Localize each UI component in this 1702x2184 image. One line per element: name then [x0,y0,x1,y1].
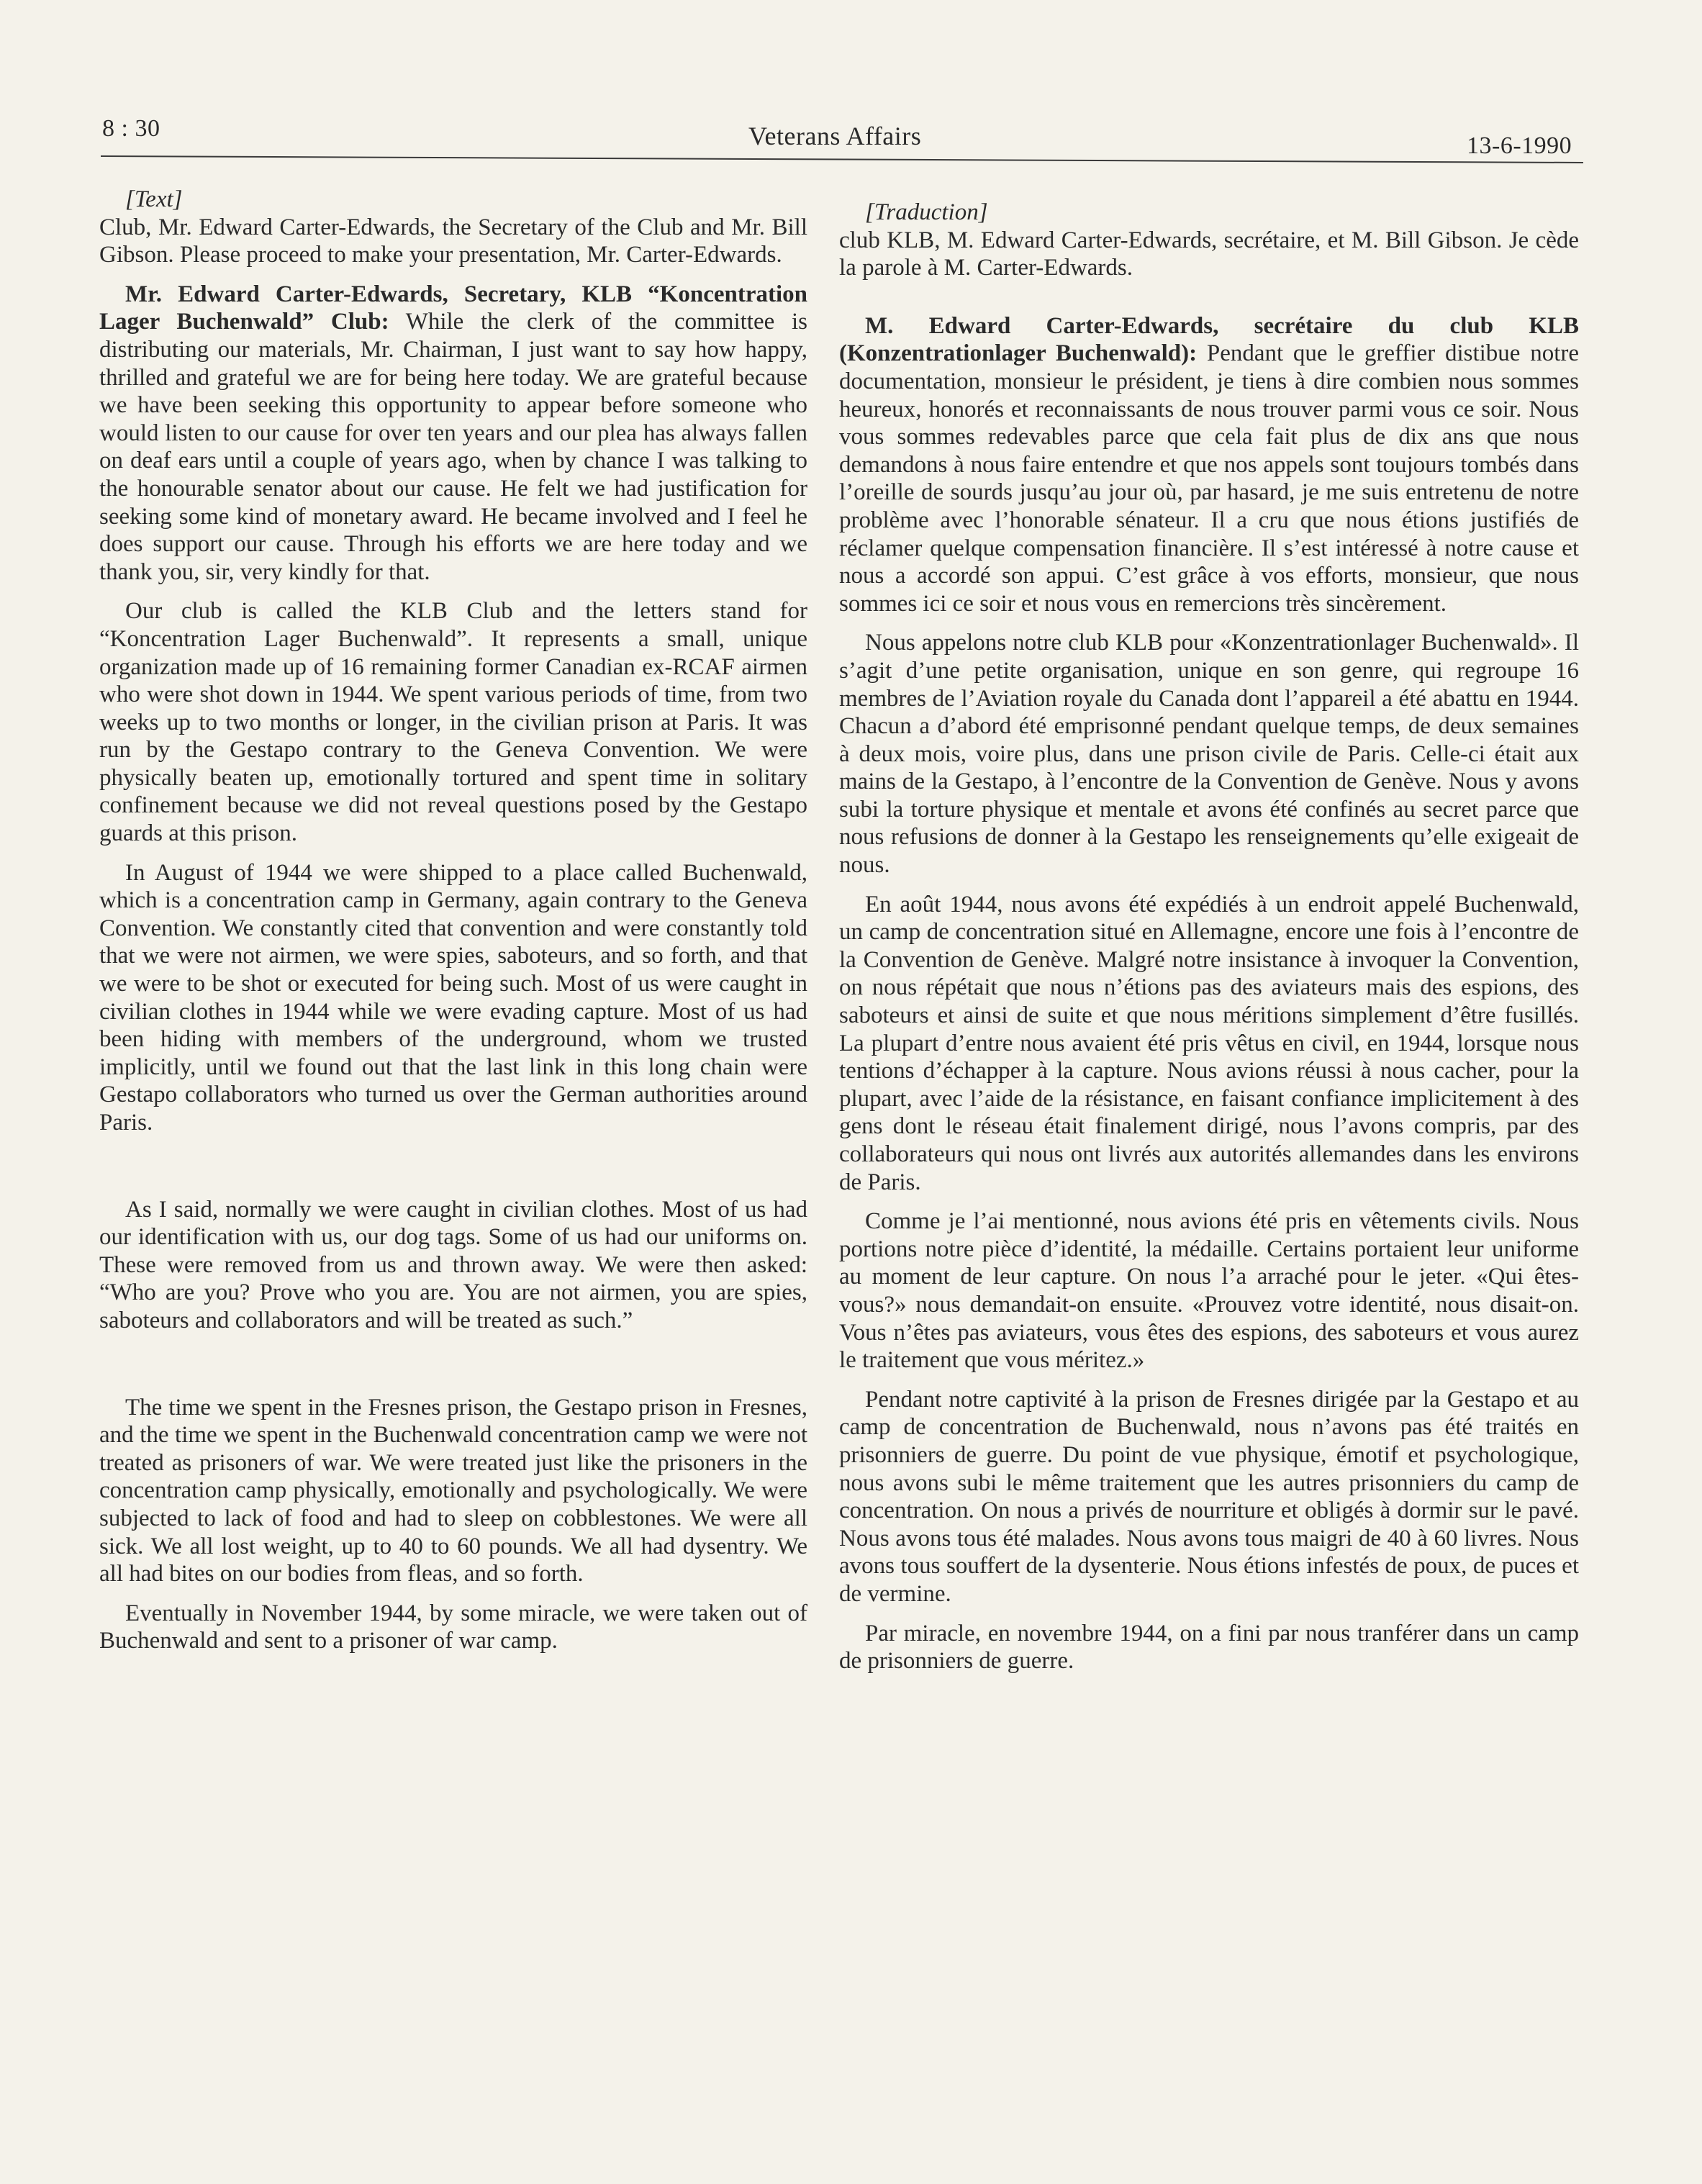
english-paragraph-4: In August of 1944 we were shipped to a place called Buchenwald, which is a concentration camp in Germany, again contrary to the Geneva Convention. We constantly cited that convention and were constantly told that we were not airmen, we were spies, saboteurs, and so forth, and that we were to be shot or executed for being such. Most of us were caught in civilian clothes in 1944 while we were evading capture. Most of us had been hiding with members of the underground, whom we trusted implicitly, until we found out that the last link in this long chain were Gestapo collaborators who turned us over the German authorities around Paris. [99,859,807,1136]
french-column [839,199,1579,1675]
french-paragraph-4: En août 1944, nous avons été expédiés à un endroit appelé Buchenwald, un camp de concentration situé en Allemagne, encore une fois à l’encontre de la Convention de Genève. Malgré notre insistance à invoquer la Convention, on nous répétait que nous n’étions pas des aviateurs mais des espions, des saboteurs et ainsi de suite et que nous méritions simplement d’être fusillés. La plupart d’entre nous avaient été pris vêtus en civil, en 1944, lorsque nous tentions d’échapper à la capture. Nous avions réussi à nous cacher, pour la plupart, avec l’aide de la résistance, en faisant confiance implicitement à des gens dont le réseau était finalement dirigé, nous l’avons compris, par des collaborateurs qui nous ont livrés aux autorités allemandes dans les environs de Paris. [839,891,1579,1195]
running-title: Veterans Affairs [748,122,922,150]
english-paragraph-2 [99,281,807,586]
french-speaker-name: M. Edward Carter-Edwards, secrétaire du club KLB (Konzentrationlager Buchenwald): [839,312,1579,367]
page-number: 8 : 30 [102,115,160,142]
english-paragraph-3: Our club is called the KLB Club and the letters stand for “Koncentration Lager Buchenwald”. It represents a small, unique organization made up of 16 remaining former Canadian ex-RCAF airmen who were shot down in 1944. We spent various periods of time, from two weeks up to two months or longer, in the civilian prison at Paris. It was run by the Gestapo contrary to the Geneva Convention. We were physically beaten up, emotionally tortured and spent time in solitary confinement because we did not reveal questions posed by the Gestapo guards at this prison. [99,598,807,847]
french-paragraph-7: Par miracle, en novembre 1944, on a fini par nous tranférer dans un camp de prisonniers de guerre. [839,1620,1579,1675]
french-paragraph-5: Comme je l’ai mentionné, nous avions été pris en vêtements civils. Nous portions notre pièce d’identité, la médaille. Certains portaient leur uniforme au moment de leur capture. On nous l’a arraché pour le jeter. «Qui êtes-vous?» nous demandait-on ensuite. «Prouvez votre identité, nous disait-on. Vous n’êtes pas aviateurs, vous êtes des espions, des saboteurs et vous aurez le traitement que vous méritez.» [839,1208,1579,1374]
french-language-tag: [Traduction] [865,199,988,225]
english-language-tag: [Text] [125,186,183,212]
french-paragraph-2-text: Pendant que le greffier distibue notre documentation, monsieur le président, je tiens à dire combien nous sommes heureux, honorés et reconnaissants de nous trouver parmi vous ce soir. Nous vous sommes redevables parce que cela fait plus de dix ans que nous demandons à nous faire entendre et que nos appels sont toujours tombés dans l’oreille de sourds jusqu’au jour où, par hasard, je me suis entretenu de notre problème avec l’honorable sénateur. Il a cru que nous étions justifiés de réclamer quelque compensation financière. Il s’est intéressé à notre cause et nous a accordé son appui. C’est grâce à vos efforts, monsieur, que nous sommes ici ce soir et nous vous en remercions très sincèrement. [839,340,1580,617]
french-paragraph-6: Pendant notre captivité à la prison de Fresnes dirigée par la Gestapo et au camp de concentration de Buchenwald, nous n’avons pas été traités en prisonniers de guerre. Du point de vue physique, émotif et psychologique, nous avons subi le même traitement que les autres prisonniers du camp de concentration. On nous a privés de nourriture et obligés à dormir sur le pavé. Nous avons tous été malades. Nous avons tous maigri de 40 à 60 livres. Nous avons tous souffert de la dysenterie. Nous étions infestés de poux, de puces et de vermine. [839,1386,1579,1607]
english-paragraph-7: Eventually in November 1944, by some miracle, we were taken out of Buchenwald and sent to a prisoner of war camp. [99,1600,807,1654]
header-rule [101,155,1583,163]
english-paragraph-2-text: While the clerk of the committee is distributing our materials, Mr. Chairman, I just want to say how happy, thrilled and grateful we are for being here today. We are grateful because we have been seeking this opportunity to appear before someone who would listen to our cause for over ten years and our plea has always fallen on deaf ears until a couple of years ago, when by chance I was talking to the honourable senator about our cause. He felt we had justification for seeking some kind of monetary award. He became involved and I feel he does support our cause. Through his efforts we are here today and we thank you, sir, very kindly for that. [99,309,807,585]
french-paragraph-3: Nous appelons notre club KLB pour «Konzentrationlager Buchenwald». Il s’agit d’une petite organisation, unique en son genre, qui regroupe 16 membres de l’Aviation royale du Canada dont l’appareil a été abattu en 1944. Chacun a d’abord été emprisonné pendant quelque temps, de deux semaines à deux mois, voire plus, dans une prison civile de Paris. Celle-ci était aux mains de la Gestapo, à l’encontre de la Convention de Genève. Nous y avons subi la torture physique et mentale et avons été confinés au secret parce que nous refusions de donner à la Gestapo les renseignements qu’elle exigeait de nous. [839,630,1579,879]
english-paragraph-6: The time we spent in the Fresnes prison, the Gestapo prison in Fresnes, and the time we spent in the Buchenwald concentration camp we were not treated as prisoners of war. We were treated just like the prisoners in the concentration camp physically, emotionally and psychologically. We were subjected to lack of food and had to sleep on cobblestones. We were all sick. We all lost weight, up to 40 to 60 pounds. We all had dysentry. We all had bites on our bodies from fleas, and so forth. [99,1394,807,1587]
french-paragraph-1: club KLB, M. Edward Carter-Edwards, secrétaire, et M. Bill Gibson. Je cède la parole à M. Carter-Edwards. [839,227,1579,281]
english-speaker-name: Mr. Edward Carter-Edwards, Secretary, KLB “Koncentration Lager Buchenwald” Club: [99,281,807,335]
french-paragraph-2 [839,312,1579,618]
english-paragraph-5: As I said, normally we were caught in civilian clothes. Most of us had our identification with us, our dog tags. Some of us had our uniforms on. These were removed from us and thrown away. We were then asked: “Who are you? Prove who you are. You are not airmen, you are spies, saboteurs and collaborators and will be treated as such.” [99,1196,807,1333]
english-column [99,186,807,1655]
header-date: 13-6-1990 [1467,132,1572,159]
english-paragraph-1: Club, Mr. Edward Carter-Edwards, the Secretary of the Club and Mr. Bill Gibson. Please proceed to make your presentation, Mr. Carter-Edwards. [99,214,807,268]
